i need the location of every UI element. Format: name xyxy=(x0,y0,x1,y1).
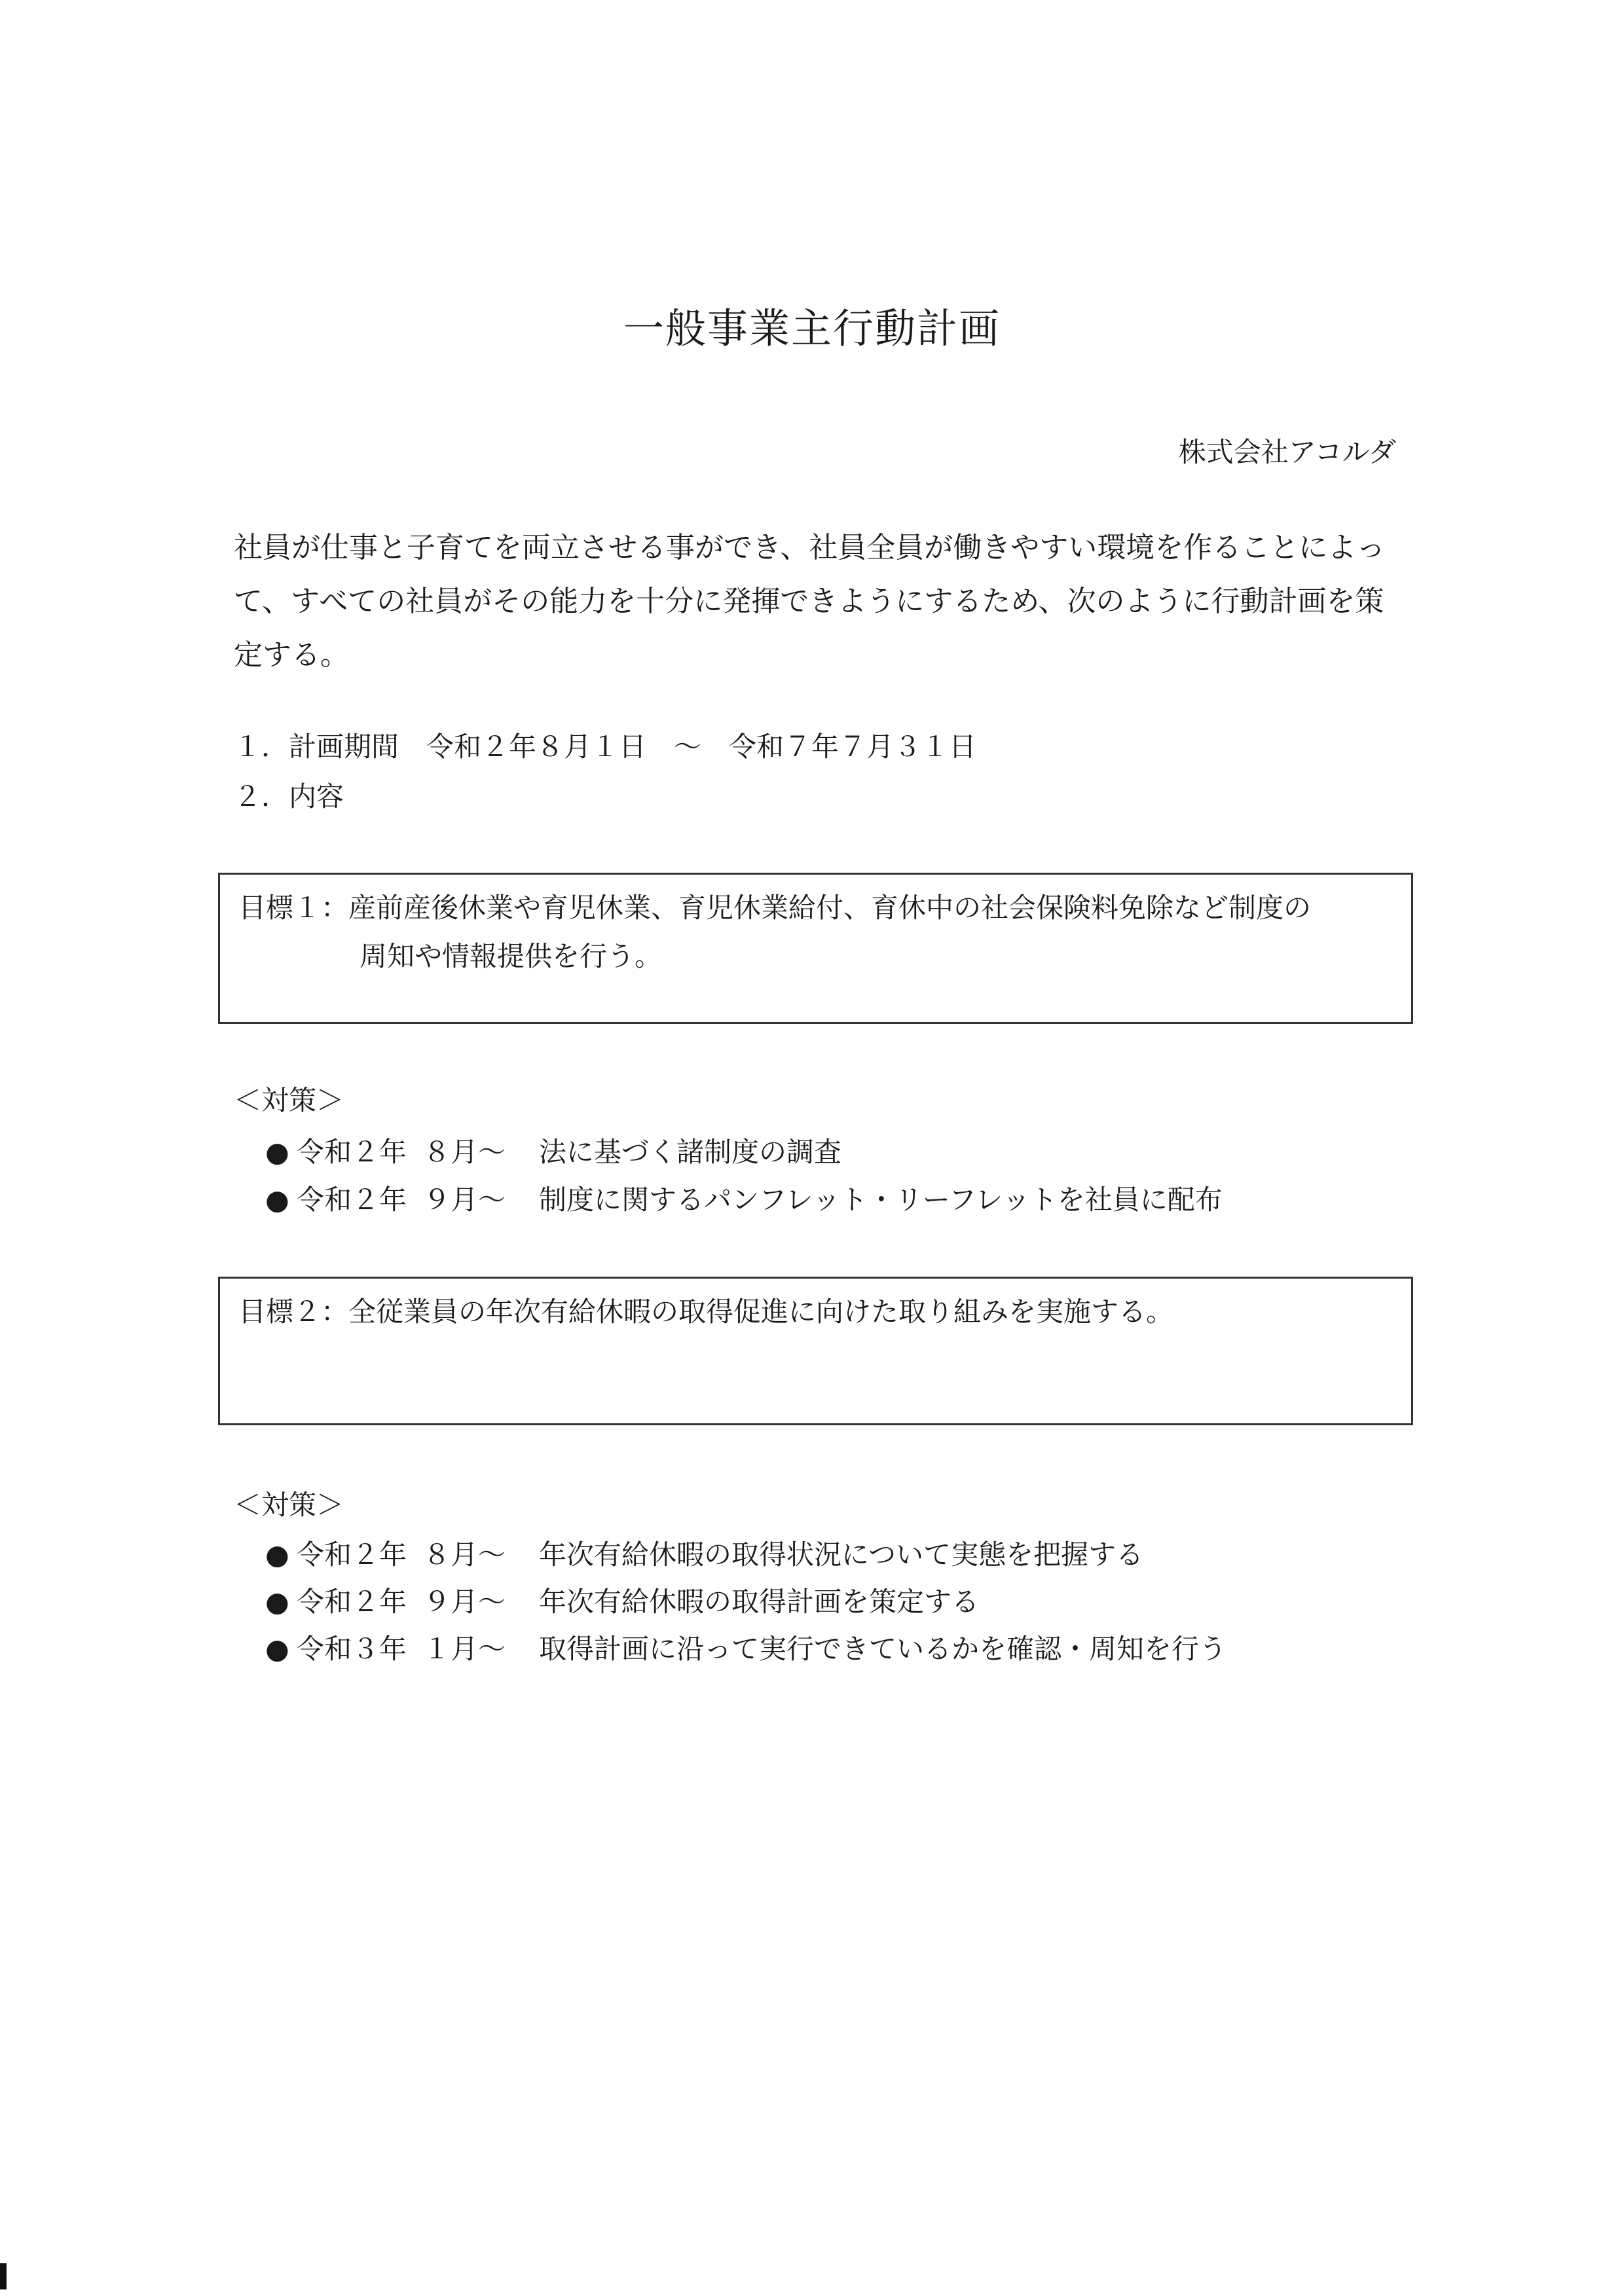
section-number: １． xyxy=(234,731,289,763)
measure-month: １月～ xyxy=(423,1633,506,1665)
measure-item xyxy=(265,1178,1223,1218)
measure-item xyxy=(265,1580,979,1620)
section-label: 計画期間 xyxy=(289,731,399,763)
section-label: 内容 xyxy=(289,780,344,812)
measure-month: ８月～ xyxy=(423,1136,506,1168)
section-number: ２． xyxy=(234,780,289,812)
measure-date: 令和２年 xyxy=(297,1184,407,1216)
measure-month: ９月～ xyxy=(423,1586,506,1618)
goal-label: 目標１： xyxy=(238,892,349,924)
goal-1-text xyxy=(238,884,1311,981)
measures-heading-2: ＜対策＞ xyxy=(234,1489,344,1521)
document-title: 一般事業主行動計画 xyxy=(623,304,1001,352)
contents-line xyxy=(234,775,344,814)
measure-text: 年次有給休暇の取得計画を策定する xyxy=(539,1586,980,1618)
measure-text: 法に基づく諸制度の調査 xyxy=(539,1136,842,1168)
measure-text: 制度に関するパンフレット・リーフレットを社員に配布 xyxy=(539,1184,1223,1216)
goal-1-box xyxy=(218,873,1413,1024)
goal-2-text xyxy=(238,1288,1173,1336)
goal-2-box xyxy=(218,1277,1413,1425)
measure-item xyxy=(265,1533,1143,1573)
bullet-icon: ● xyxy=(265,1184,289,1216)
bullet-icon: ● xyxy=(265,1539,289,1571)
measure-item xyxy=(265,1131,841,1170)
bullet-icon: ● xyxy=(265,1586,289,1618)
measure-month: ８月～ xyxy=(423,1539,506,1571)
company-name: 株式会社アコルダ xyxy=(1178,436,1396,468)
intro-paragraph: 社員が仕事と子育てを両立させる事ができ、社員全員が働きやすい環境を作ることによって、すべての社員がその能力を十分に発揮できようにするため、次のように行動計画を策定する。 xyxy=(234,531,1386,672)
plan-period-value: 令和２年８月１日 ～ 令和７年７月３１日 xyxy=(426,731,977,763)
measure-date: 令和２年 xyxy=(297,1136,407,1168)
bullet-icon: ● xyxy=(265,1633,289,1665)
measures-heading-1: ＜対策＞ xyxy=(234,1084,344,1116)
measure-date: 令和２年 xyxy=(297,1539,407,1571)
measure-text: 取得計画に沿って実行できているかを確認・周知を行う xyxy=(539,1633,1227,1665)
measure-month: ９月～ xyxy=(423,1184,506,1216)
measure-item xyxy=(265,1628,1227,1667)
goal-line-1: 産前産後休業や育児休業、育児休業給付、育休中の社会保険料免除など制度の xyxy=(348,892,1312,924)
measure-date: 令和３年 xyxy=(297,1633,407,1665)
bullet-icon: ● xyxy=(265,1136,289,1168)
measure-text: 年次有給休暇の取得状況について実態を把握する xyxy=(539,1539,1144,1571)
goal-label: 目標２： xyxy=(238,1296,349,1328)
plan-period-line xyxy=(234,725,976,765)
goal-line-1: 全従業員の年次有給休暇の取得促進に向けた取り組みを実施する。 xyxy=(348,1296,1174,1328)
goal-line-2: 周知や情報提供を行う。 xyxy=(360,940,663,972)
measure-date: 令和２年 xyxy=(297,1586,407,1618)
scan-mark xyxy=(0,2263,7,2289)
